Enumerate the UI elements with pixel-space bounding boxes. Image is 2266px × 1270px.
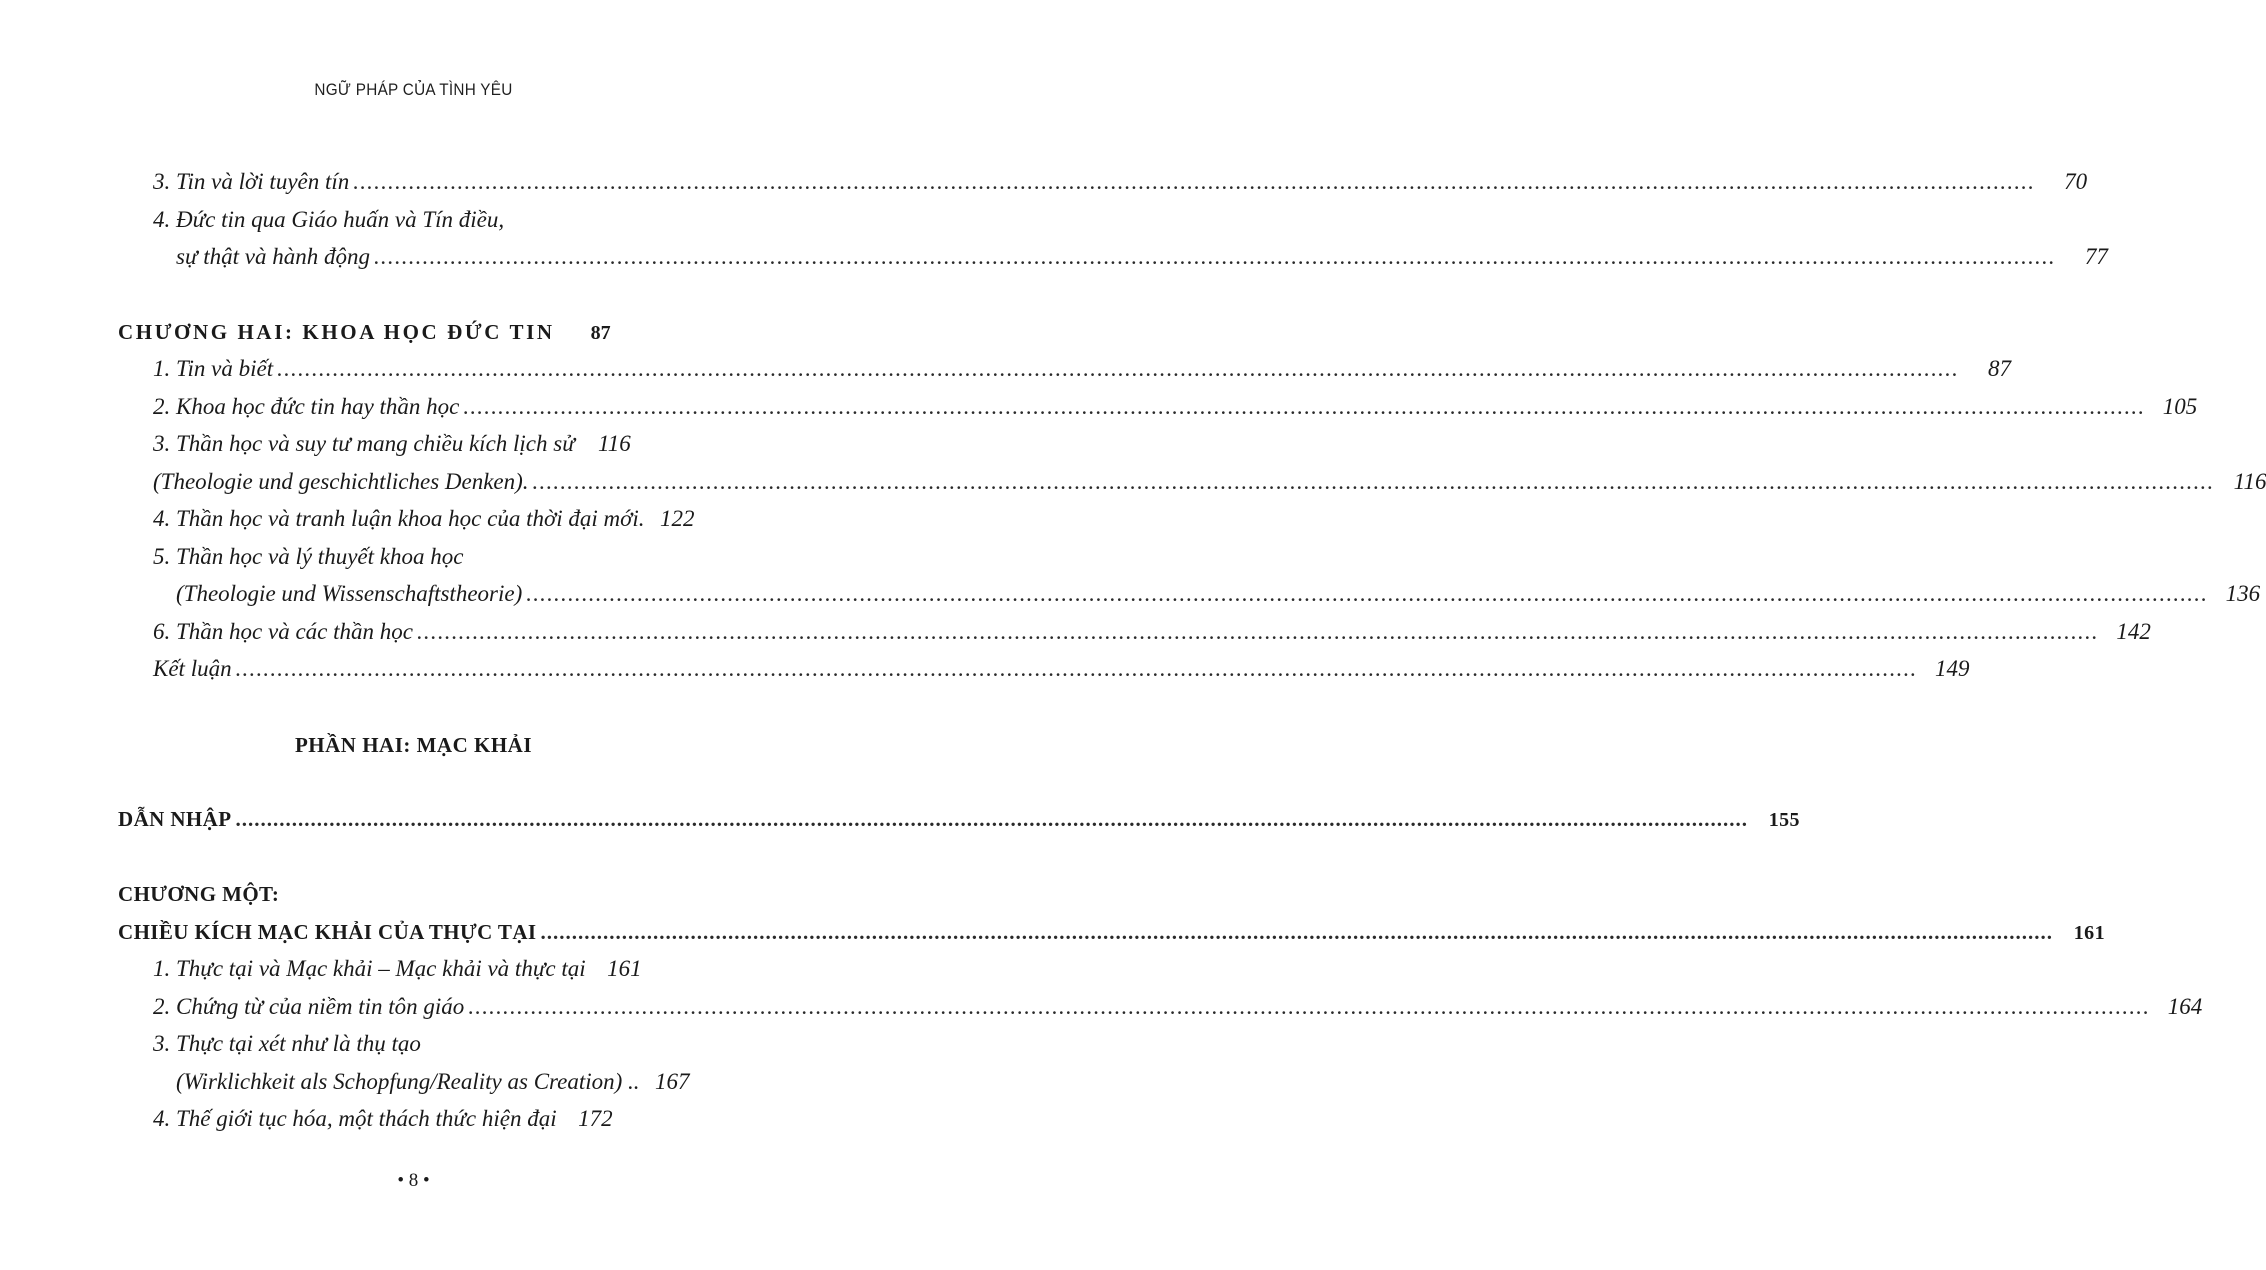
chapter-page: 161 [2073, 922, 2105, 944]
toc-entry-title: 3. Tin và lời tuyên tín [153, 169, 350, 194]
toc-entry[interactable] [153, 540, 718, 574]
toc-entry[interactable] [153, 502, 718, 536]
toc-entry-title: (Theologie und geschichtliches Denken). [153, 469, 529, 494]
dot-leader [417, 615, 2099, 649]
toc-entry[interactable] [153, 952, 718, 986]
toc-entry-page: 136 [2225, 581, 2261, 606]
chapter-heading[interactable] [118, 315, 718, 349]
dot-leader [468, 990, 2150, 1024]
toc-entry-continuation[interactable] [176, 240, 2108, 274]
toc-entry-page: 161 [607, 956, 642, 981]
toc-entry[interactable] [153, 1102, 718, 1136]
toc-entry[interactable] [153, 652, 1970, 686]
dot-leader [526, 577, 2208, 611]
toc-entry[interactable] [153, 165, 2088, 199]
chapter-heading[interactable] [118, 877, 718, 911]
toc-entry-page: 122 [660, 506, 695, 531]
chapter-page: 87 [590, 322, 611, 344]
toc-entry-page: 149 [1935, 656, 1970, 681]
toc-entry-title: sự thật và hành động [176, 244, 370, 269]
toc-entry-title: 1. Thực tại và Mạc khải – Mạc khải và thực tại [153, 956, 586, 981]
toc-entry-title: 4. Đức tin qua Giáo huấn và Tín điều, [153, 207, 505, 232]
chapter-title: CHIỀU KÍCH MẠC KHẢI CỦA THỰC TẠI [118, 920, 537, 944]
toc-entry-page: 164 [2167, 994, 2203, 1019]
chapter-label: CHƯƠNG MỘT: [118, 882, 280, 906]
toc-entry-page: 116 [597, 431, 631, 456]
dot-leader [463, 390, 2145, 424]
toc-entry-title: (Wirklichkeit als Schopfung/Reality as Creation) .. [176, 1069, 640, 1094]
dot-leader [353, 165, 2035, 199]
toc-entry[interactable] [153, 427, 718, 461]
toc-entry-title: 4. Thế giới tục hóa, một thách thức hiện đại [153, 1106, 557, 1131]
toc-entry-title: Kết luận [153, 656, 232, 681]
toc-entry[interactable] [153, 615, 2151, 649]
part-title[interactable]: PHẦN HAI: MẠC KHẢI [294, 733, 533, 757]
chapter-title: CHƯƠNG HAI: KHOA HỌC ĐỨC TIN [118, 320, 555, 344]
running-head: NGỮ PHÁP CỦA TÌNH YÊU [314, 80, 513, 99]
page-number: • 8 • [397, 1170, 430, 1191]
toc-entry-page: 116 [2233, 469, 2266, 494]
toc-entry-continuation[interactable] [176, 1065, 718, 1099]
dot-leader [374, 240, 2056, 274]
toc-entry-page: 142 [2116, 619, 2151, 644]
toc-entry-title: 3. Thực tại xét như là thụ tạo [153, 1031, 421, 1056]
section-title: DẪN NHẬP [118, 807, 232, 831]
toc-entry[interactable] [153, 990, 2203, 1024]
dot-leader [235, 802, 1748, 836]
toc-entry[interactable] [153, 1027, 718, 1061]
dot-leader [277, 352, 1959, 386]
section-page: 155 [1768, 809, 1800, 831]
toc-entry[interactable] [153, 465, 2266, 499]
toc-entry[interactable] [153, 203, 718, 237]
toc-entry[interactable] [153, 352, 2012, 386]
toc-entry-page: 167 [655, 1069, 690, 1094]
toc-entry[interactable] [153, 390, 2198, 424]
toc-entry-page: 77 [2084, 244, 2108, 269]
toc-entry-page: 105 [2162, 394, 2198, 419]
toc-entry-title: 3. Thần học và suy tư mang chiều kích lịch sử [153, 431, 575, 456]
dot-leader [540, 915, 2053, 949]
dot-leader [236, 652, 1918, 686]
toc-entry-title: 5. Thần học và lý thuyết khoa học [153, 544, 464, 569]
toc-entry-title: 4. Thần học và tranh luận khoa học của thời đại mới. [153, 506, 645, 531]
toc-entry-title: 2. Khoa học đức tin hay thần học [153, 394, 460, 419]
toc-entry-page: 172 [578, 1106, 613, 1131]
toc-entry-page: 87 [1988, 356, 2012, 381]
toc-entry-title: (Theologie und Wissenschaftstheorie) [176, 581, 523, 606]
toc-entry-page: 70 [2064, 169, 2088, 194]
chapter-heading[interactable] [118, 915, 2105, 949]
toc-entry-title: 2. Chứng từ của niềm tin tôn giáo [153, 994, 465, 1019]
dot-leader [533, 465, 2215, 499]
toc-entry-continuation[interactable] [176, 577, 2261, 611]
toc-entry-title: 1. Tin và biết [153, 356, 274, 381]
section-heading[interactable] [118, 802, 1800, 836]
toc-entry-title: 6. Thần học và các thần học [153, 619, 413, 644]
